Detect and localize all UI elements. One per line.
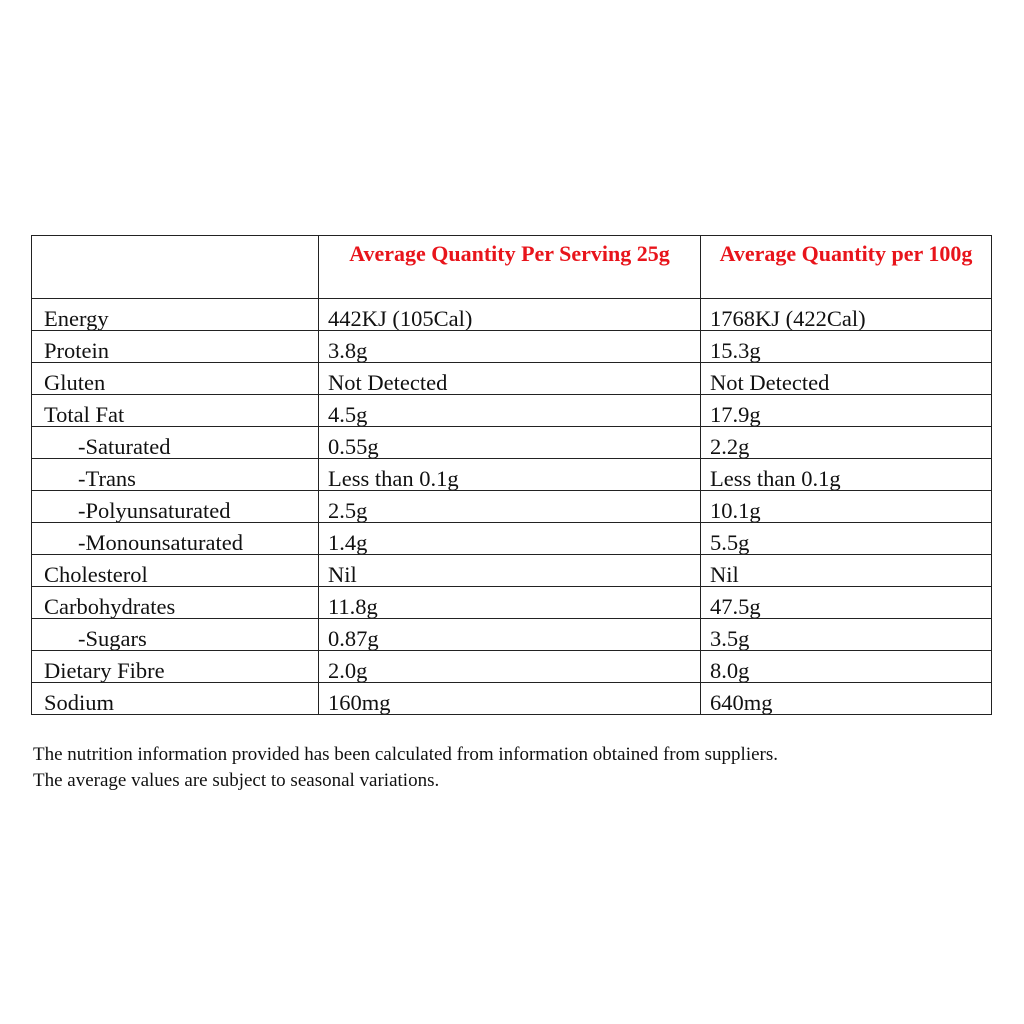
table-row xyxy=(32,587,992,619)
table-row xyxy=(32,363,992,395)
table-row xyxy=(32,619,992,651)
per-serving-value: 2.5g xyxy=(319,491,701,523)
table-row xyxy=(32,683,992,715)
nutrient-name: Protein xyxy=(32,331,319,363)
nutrient-name: -Monounsaturated xyxy=(32,523,319,555)
per-serving-value: 2.0g xyxy=(319,651,701,683)
per-100g-value: Not Detected xyxy=(701,363,992,395)
per-100g-value: Nil xyxy=(701,555,992,587)
header-nutrient xyxy=(32,236,319,299)
table-row xyxy=(32,427,992,459)
table-header-row xyxy=(32,236,992,299)
nutrition-table xyxy=(31,235,992,715)
table-row xyxy=(32,395,992,427)
per-serving-value: 11.8g xyxy=(319,587,701,619)
table-row xyxy=(32,555,992,587)
per-serving-value: 3.8g xyxy=(319,331,701,363)
per-100g-value: 2.2g xyxy=(701,427,992,459)
per-serving-value: 1.4g xyxy=(319,523,701,555)
table-row xyxy=(32,491,992,523)
footnote xyxy=(33,742,778,794)
nutrient-name: -Saturated xyxy=(32,427,319,459)
per-100g-value: 5.5g xyxy=(701,523,992,555)
table-row xyxy=(32,651,992,683)
per-serving-value: Not Detected xyxy=(319,363,701,395)
per-100g-value: 1768KJ (422Cal) xyxy=(701,299,992,331)
nutrient-name: Dietary Fibre xyxy=(32,651,319,683)
per-serving-value: 4.5g xyxy=(319,395,701,427)
per-100g-value: 640mg xyxy=(701,683,992,715)
per-serving-value: Nil xyxy=(319,555,701,587)
table-row xyxy=(32,299,992,331)
table-row xyxy=(32,523,992,555)
nutrient-name: Total Fat xyxy=(32,395,319,427)
per-100g-value: 8.0g xyxy=(701,651,992,683)
footnote-line-1: The nutrition information provided has been calculated from information obtained from suppliers. xyxy=(33,744,779,765)
footnote-line-2: The average values are subject to seasonal variations. xyxy=(33,770,440,791)
per-serving-value: 0.87g xyxy=(319,619,701,651)
per-100g-value: 47.5g xyxy=(701,587,992,619)
per-serving-value: 442KJ (105Cal) xyxy=(319,299,701,331)
per-100g-value: 17.9g xyxy=(701,395,992,427)
nutrient-name: Cholesterol xyxy=(32,555,319,587)
per-100g-value: 15.3g xyxy=(701,331,992,363)
nutrient-name: -Sugars xyxy=(32,619,319,651)
table-row xyxy=(32,331,992,363)
per-100g-value: Less than 0.1g xyxy=(701,459,992,491)
per-serving-value: 160mg xyxy=(319,683,701,715)
nutrient-name: -Polyunsaturated xyxy=(32,491,319,523)
nutrient-name: Gluten xyxy=(32,363,319,395)
table-row xyxy=(32,459,992,491)
nutrient-name: Sodium xyxy=(32,683,319,715)
nutrient-name: Energy xyxy=(32,299,319,331)
per-100g-value: 3.5g xyxy=(701,619,992,651)
nutrition-table-body xyxy=(32,299,992,715)
per-100g-value: 10.1g xyxy=(701,491,992,523)
header-per-100g: Average Quantity per 100g xyxy=(701,236,992,299)
header-per-serving: Average Quantity Per Serving 25g xyxy=(319,236,701,299)
nutrient-name: Carbohydrates xyxy=(32,587,319,619)
per-serving-value: Less than 0.1g xyxy=(319,459,701,491)
nutrient-name: -Trans xyxy=(32,459,319,491)
per-serving-value: 0.55g xyxy=(319,427,701,459)
